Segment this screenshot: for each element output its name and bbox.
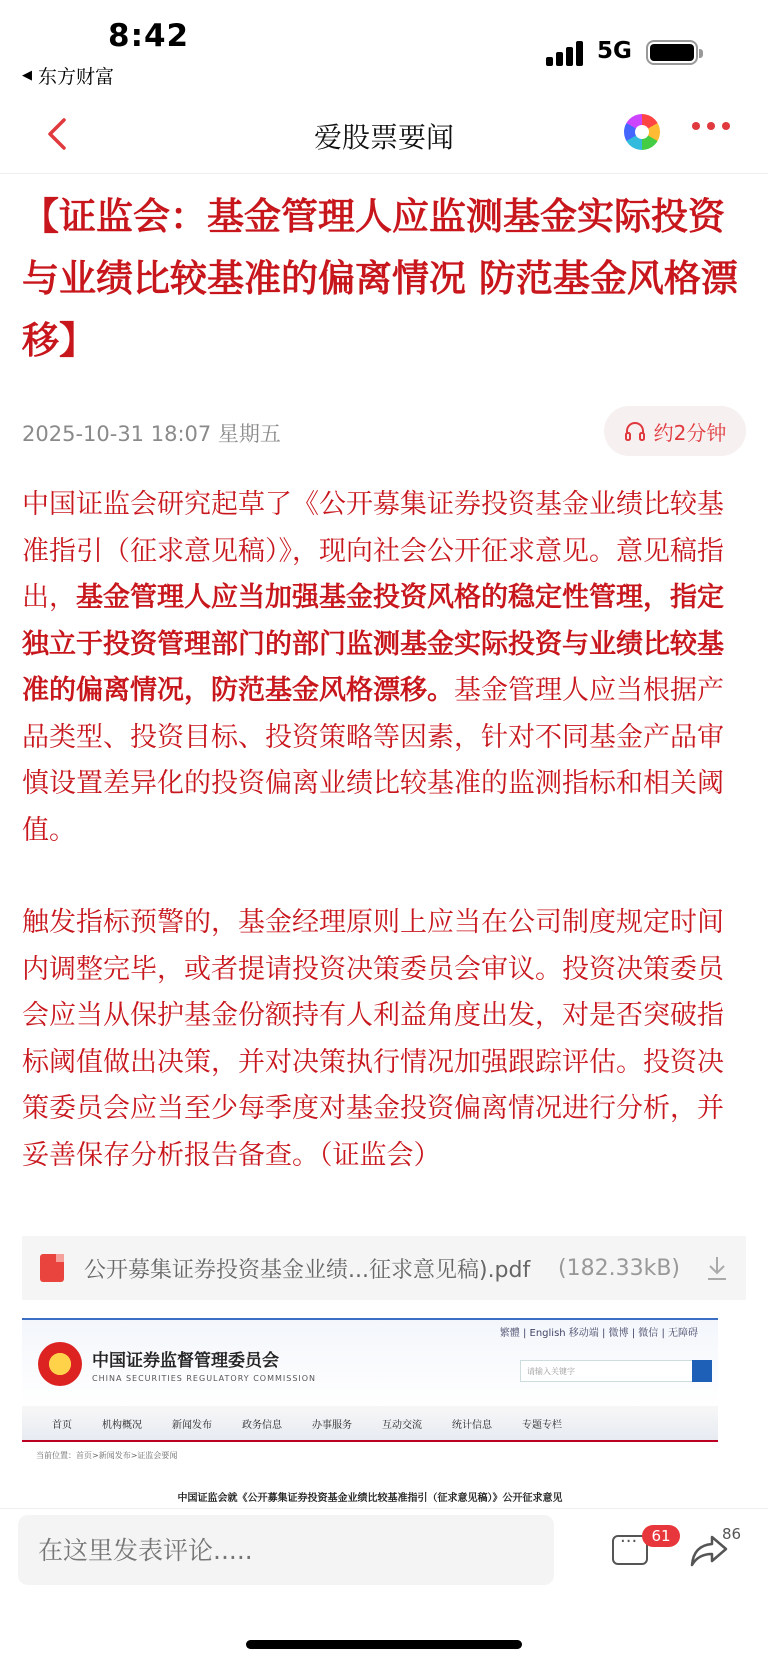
more-options-icon[interactable] xyxy=(692,122,730,130)
paragraph-1-bold: 基金管理人应当加强基金投资风格的稳定性管理，指定独立于投资管理部门的部门监测基金实际投资与业绩比较基准的偏离情况，防范基金风格漂移。 xyxy=(22,582,724,706)
embed-nav-item: 政务信息 xyxy=(242,1419,282,1431)
embed-search-icon xyxy=(692,1360,712,1382)
colorful-wheel-icon[interactable] xyxy=(624,114,660,150)
publish-date: 2025-10-31 18:07 星期五 xyxy=(22,422,281,446)
embed-nav-item: 互动交流 xyxy=(382,1419,422,1431)
embed-headline: 中国证监会就《公开募集证券投资基金业绩比较基准指引（征求意见稿）》公开征求意见 xyxy=(177,1493,563,1504)
paragraph-1-text-b: 基金管理人应当根据产品类型、投资目标、投资策略等因素，针对不同基金产品审慎设置差异化的投资偏离业绩比较基准的监测指标和相关阈值。 xyxy=(22,675,724,846)
paragraph-1-text-a: 中国证监会研究起草了《公开募集证券投资基金业绩比较基准指引（征求意见稿）》，现向社会公开征求意见。意见稿指出， xyxy=(22,489,724,613)
nav-bar xyxy=(0,96,768,174)
embedded-webpage-image[interactable] xyxy=(22,1318,718,1508)
embed-top-links: 繁體 | English 移动端 | 微博 | 微信 | 无障碍 xyxy=(499,1328,698,1339)
download-icon[interactable] xyxy=(706,1255,728,1281)
comment-input[interactable] xyxy=(18,1515,554,1585)
national-emblem-icon xyxy=(38,1342,82,1386)
embed-nav-item: 专题专栏 xyxy=(522,1419,562,1431)
embed-nav-item: 新闻发布 xyxy=(172,1419,212,1431)
attachment-size: (182.33kB) xyxy=(558,1255,680,1281)
paragraph-1 xyxy=(22,482,750,854)
embed-header xyxy=(22,1318,718,1406)
embed-nav xyxy=(22,1406,718,1442)
attachment-name: 公开募集证券投资基金业绩...征求意见稿).pdf xyxy=(84,1257,531,1283)
headphones-icon xyxy=(624,420,646,442)
status-time: 8:42 xyxy=(108,18,190,54)
share-count: 86 xyxy=(722,1525,742,1543)
comment-count-badge: 61 xyxy=(642,1525,680,1547)
article-title: 【证监会：基金管理人应监测基金实际投资与业绩比较基准的偏离情况 防范基金风格漂移】 xyxy=(22,195,738,362)
network-type: 5G xyxy=(597,38,632,64)
embed-breadcrumb: 当前位置：首页>新闻发布>证监会要闻 xyxy=(36,1451,178,1460)
signal-icon xyxy=(546,40,586,66)
embed-search-input: 请输入关键字 xyxy=(520,1360,694,1382)
listen-button[interactable] xyxy=(604,406,746,456)
embed-nav-item: 机构概况 xyxy=(102,1419,142,1431)
embed-nav-item: 办事服务 xyxy=(312,1419,352,1431)
listen-duration: 约2分钟 xyxy=(653,420,727,445)
embed-nav-item: 首页 xyxy=(52,1419,72,1431)
embed-org-name-en: CHINA SECURITIES REGULATORY COMMISSION xyxy=(92,1374,317,1383)
back-app-label: 东方财富 xyxy=(38,66,115,88)
paragraph-2: 触发指标预警的，基金经理原则上应当在公司制度规定时间内调整完毕，或者提请投资决策委员会审议。投资决策委员会应当从保护基金份额持有人利益角度出发，对是否突破指标阈值做出决策，并对决策执行情况加强跟踪评估。投资决策委员会应当至少每季度对基金投资偏离情况进行分析，并妥善保存分析报告备查。（证监会） xyxy=(22,907,724,1171)
home-indicator xyxy=(246,1640,522,1649)
page-title: 爱股票要闻 xyxy=(313,121,454,154)
embed-nav-item: 统计信息 xyxy=(452,1419,492,1431)
pdf-file-icon xyxy=(40,1254,64,1282)
battery-icon xyxy=(646,40,698,65)
embed-org-name: 中国证券监督管理委员会 xyxy=(92,1351,279,1371)
article-body xyxy=(22,482,750,1225)
status-bar xyxy=(0,0,768,92)
back-triangle-icon: ◀ xyxy=(22,68,32,83)
pdf-attachment[interactable] xyxy=(22,1236,746,1300)
back-to-app-link[interactable] xyxy=(22,62,114,89)
